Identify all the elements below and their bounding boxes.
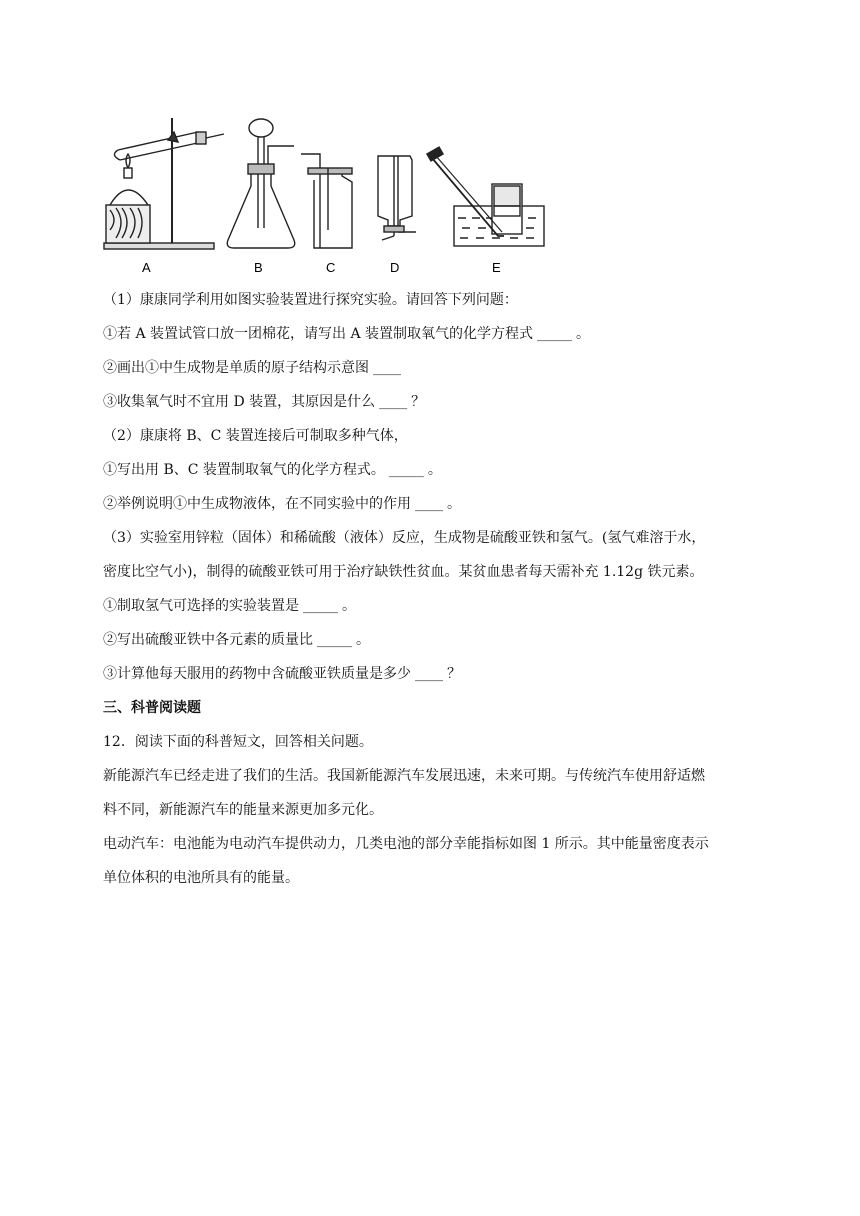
q12-paragraph1-line1: 新能源汽车已经走进了我们的生活。我国新能源汽车发展迅速，未来可期。与传统汽车使用舒适燃 — [103, 768, 705, 784]
answer-blank[interactable]: ____ — [379, 394, 408, 410]
answer-blank[interactable]: _____ — [317, 632, 352, 648]
apparatus-b — [227, 119, 295, 248]
apparatus-a — [104, 118, 224, 249]
figure-label-d: D — [390, 260, 400, 275]
part1-question2: ②画出①中生成物是单质的原子结构示意图 ____ — [103, 360, 401, 376]
part1-question3: ③收集氧气时不宜用 D 装置，其原因是什么 ____ ？ — [103, 394, 426, 410]
answer-blank[interactable]: _____ — [388, 462, 424, 478]
q12-intro: 12．阅读下面的科普短文，回答相关问题。 — [103, 734, 373, 750]
part1-question1: ①若 A 装置试管口放一团棉花，请写出 A 装置制取氧气的化学方程式 _____ 。 — [103, 326, 591, 342]
apparatus-d — [378, 156, 416, 240]
q12-paragraph2-line2: 单位体积的电池所具有的能量。 — [103, 870, 299, 886]
figure-label-c: C — [326, 260, 336, 275]
figure-label-b: B — [254, 260, 263, 275]
part3-intro-line1: （3）实验室用锌粒（固体）和稀硫酸（液体）反应，生成物是硫酸亚铁和氢气。(氢气难溶于水， — [103, 530, 706, 546]
q12-paragraph2-line1: 电动汽车：电池能为电动汽车提供动力，几类电池的部分幸能指标如图 1 所示。其中能量密度表示 — [103, 836, 709, 852]
answer-blank[interactable]: _____ — [303, 598, 338, 614]
apparatus-c — [301, 154, 352, 248]
answer-blank[interactable]: _____ — [537, 326, 573, 342]
apparatus-figure — [98, 110, 558, 280]
part1-intro: （1）康康同学利用如图实验装置进行探究实验。请回答下列问题： — [103, 292, 518, 308]
answer-blank[interactable]: ____ — [415, 666, 443, 682]
answer-blank[interactable]: ____ — [373, 360, 401, 376]
answer-blank[interactable]: ____ — [415, 496, 443, 512]
part3-question1: ①制取氢气可选择的实验装置是 _____ 。 — [103, 598, 356, 614]
part2-question2: ②举例说明①中生成物液体，在不同实验中的作用 ____ 。 — [103, 496, 461, 512]
part3-question3: ③计算他每天服用的药物中含硫酸亚铁质量是多少 ____ ？ — [103, 666, 461, 682]
figure-label-a: A — [142, 260, 151, 275]
section-heading: 三、科普阅读题 — [103, 700, 201, 716]
figure-label-e: E — [492, 260, 501, 275]
part3-question2: ②写出硫酸亚铁中各元素的质量比 _____ 。 — [103, 632, 370, 648]
part2-question1: ①写出用 B、C 装置制取氧气的化学方程式。 _____ 。 — [103, 462, 442, 478]
apparatus-e — [427, 147, 544, 246]
part2-intro: （2）康康将 B、C 装置连接后可制取多种气体， — [103, 428, 408, 444]
part3-intro-line2: 密度比空气小)，制得的硫酸亚铁可用于治疗缺铁性贫血。某贫血患者每天需补充 1.12g 铁元素。 — [103, 564, 704, 580]
q12-paragraph1-line2: 料不同，新能源汽车的能量来源更加多元化。 — [103, 802, 383, 818]
